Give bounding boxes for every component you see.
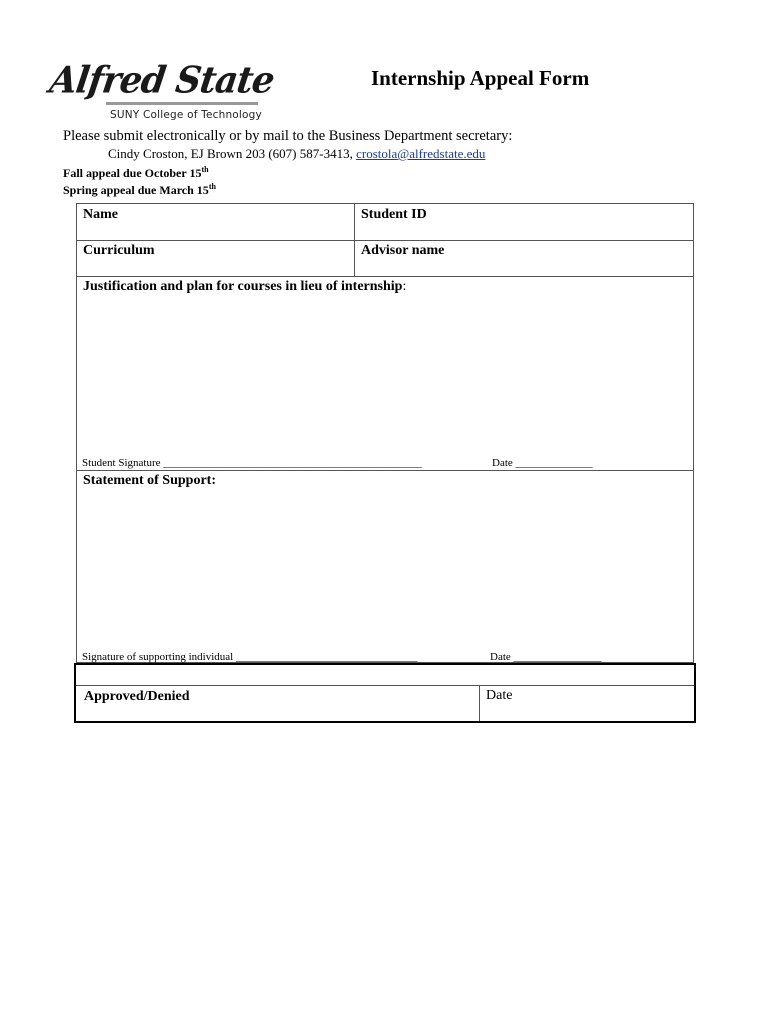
- alfred-state-logo: [47, 58, 277, 124]
- fall-deadline: [63, 163, 209, 180]
- appeal-form-table: [76, 203, 694, 663]
- spring-deadline-text: Spring appeal due March 15: [63, 183, 209, 197]
- column-divider: [354, 204, 355, 276]
- approval-divider: [76, 685, 694, 686]
- contact-text: Cindy Croston, EJ Brown 203 (607) 587-3413,: [108, 146, 357, 161]
- justification-colon: :: [402, 279, 407, 294]
- logo-wordmark: Alfred State: [47, 58, 277, 102]
- name-field[interactable]: Name: [83, 207, 118, 222]
- fall-deadline-sup: th: [201, 165, 209, 174]
- spring-deadline-sup: th: [208, 182, 216, 191]
- form-title: Internship Appeal Form: [371, 66, 590, 90]
- row-divider: [77, 276, 693, 277]
- justification-field[interactable]: [83, 279, 406, 295]
- student-id-field[interactable]: Student ID: [361, 207, 427, 222]
- approval-column-divider: [479, 685, 480, 721]
- logo-subtitle: SUNY College of Technology: [110, 109, 262, 121]
- statement-of-support-field[interactable]: Statement of Support:: [83, 473, 216, 488]
- row-divider: [77, 470, 693, 471]
- spring-deadline: [63, 180, 216, 197]
- contact-line: [108, 146, 485, 162]
- approval-section: [74, 663, 696, 723]
- row-divider: [77, 240, 693, 241]
- approved-denied-field[interactable]: Approved/Denied: [84, 689, 190, 704]
- justification-label: Justification and plan for courses in lieu of internship: [83, 279, 403, 294]
- student-date-line[interactable]: Date ______________: [492, 457, 593, 469]
- advisor-name-field[interactable]: Advisor name: [361, 243, 445, 258]
- fall-deadline-text: Fall appeal due October 15: [63, 166, 202, 180]
- logo-rule: [106, 102, 258, 105]
- student-signature-line[interactable]: Student Signature _______________________________________________: [82, 457, 422, 469]
- contact-email-link[interactable]: crostola@alfredstate.edu: [356, 146, 486, 161]
- approval-date-field[interactable]: Date: [486, 688, 513, 703]
- supporting-signature-line[interactable]: Signature of supporting individual _________________________________: [82, 651, 418, 663]
- curriculum-field[interactable]: Curriculum: [83, 243, 155, 258]
- supporting-date-line[interactable]: Date ________________: [490, 651, 602, 663]
- submission-instructions: Please submit electronically or by mail to the Business Department secretary:: [63, 128, 513, 144]
